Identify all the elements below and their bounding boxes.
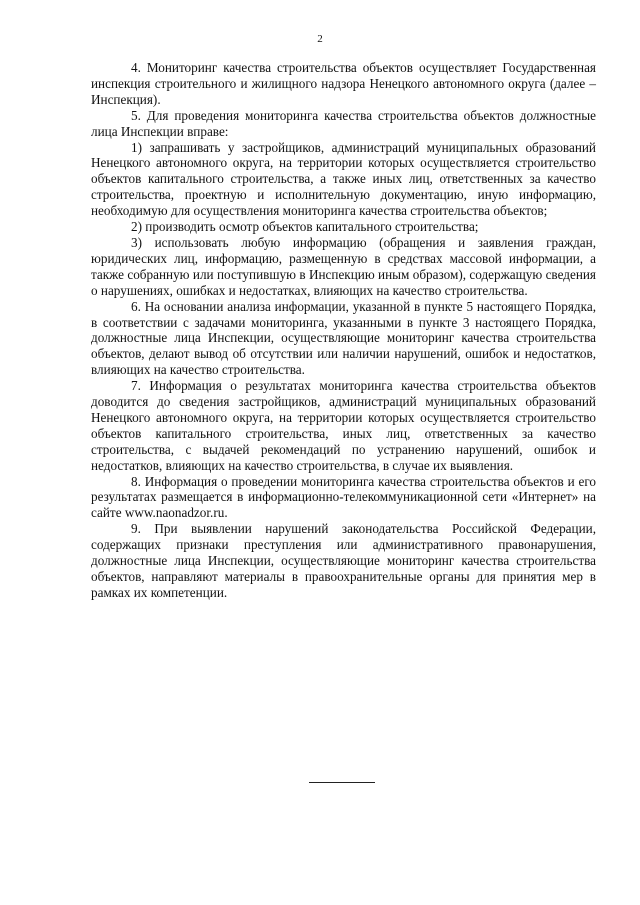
subparagraph-5-1: 1) запрашивать у застройщиков, администраций муниципальных образований Ненецкого автономного округа, на территории которых осуществляется строительство объектов капитального строительства, а также иных лиц, ответственных за качество строительства, проектную и исполнительную документацию, иную информацию, необходимую для осуществления мониторинга качества строительства объектов;: [91, 139, 596, 219]
paragraph-item-6: 6. На основании анализа информации, указанной в пункте 5 настоящего Порядка, в соответствии с задачами мониторинга, указанными в пункте 3 настоящего Порядка, должностные лица Инспекции, осуществляющие мониторинг качества строительства объектов, делают вывод об отсутствии или наличии нарушений, ошибок и недостатков, влияющих на качество строительства.: [91, 298, 596, 378]
subparagraph-5-2: 2) производить осмотр объектов капитального строительства;: [131, 219, 479, 235]
paragraph-item-7: 7. Информация о результатах мониторинга качества строительства объектов доводится до сведения застройщиков, администраций муниципальных образований Ненецкого автономного округа, на территории которых осуществляется строительство объектов капитального строительства, иных лиц, ответственных за качество строительства, с выдачей рекомендаций по устранению нарушений, ошибок и недостатков, влияющих на качество строительства, в случае их выявления.: [91, 378, 596, 473]
end-of-document-rule: [309, 782, 375, 783]
paragraph-item-5: 5. Для проведения мониторинга качества строительства объектов должностные лица Инспекции вправе:: [91, 107, 596, 139]
page-number: 2: [317, 33, 323, 45]
document-body: [91, 60, 596, 601]
paragraph-item-9: 9. При выявлении нарушений законодательства Российской Федерации, содержащих признаки преступления или административного правонарушения, должностные лица Инспекции, осуществляющие мониторинг качества строительства объектов, направляют материалы в правоохранительные органы для принятия мер в рамках их компетенции.: [91, 521, 596, 600]
paragraph-item-4: 4. Мониторинг качества строительства объектов осуществляет Государственная инспекция строительного и жилищного надзора Ненецкого автономного округа (далее – Инспекция).: [91, 60, 596, 107]
paragraph-item-8: 8. Информация о проведении мониторинга качества строительства объектов и его результатах размещается в информационно-телекоммуникационной сети «Интернет» на сайте www.naonadzor.ru.: [91, 473, 596, 521]
subparagraph-5-3: 3) использовать любую информацию (обращения и заявления граждан, юридических лиц, информацию, размещенную в средствах массовой информации, а также собранную или поступившую в Инспекцию иным образом), содержащую сведения о нарушениях, ошибках и недостатках, влияющих на качество строительства.: [91, 234, 596, 298]
